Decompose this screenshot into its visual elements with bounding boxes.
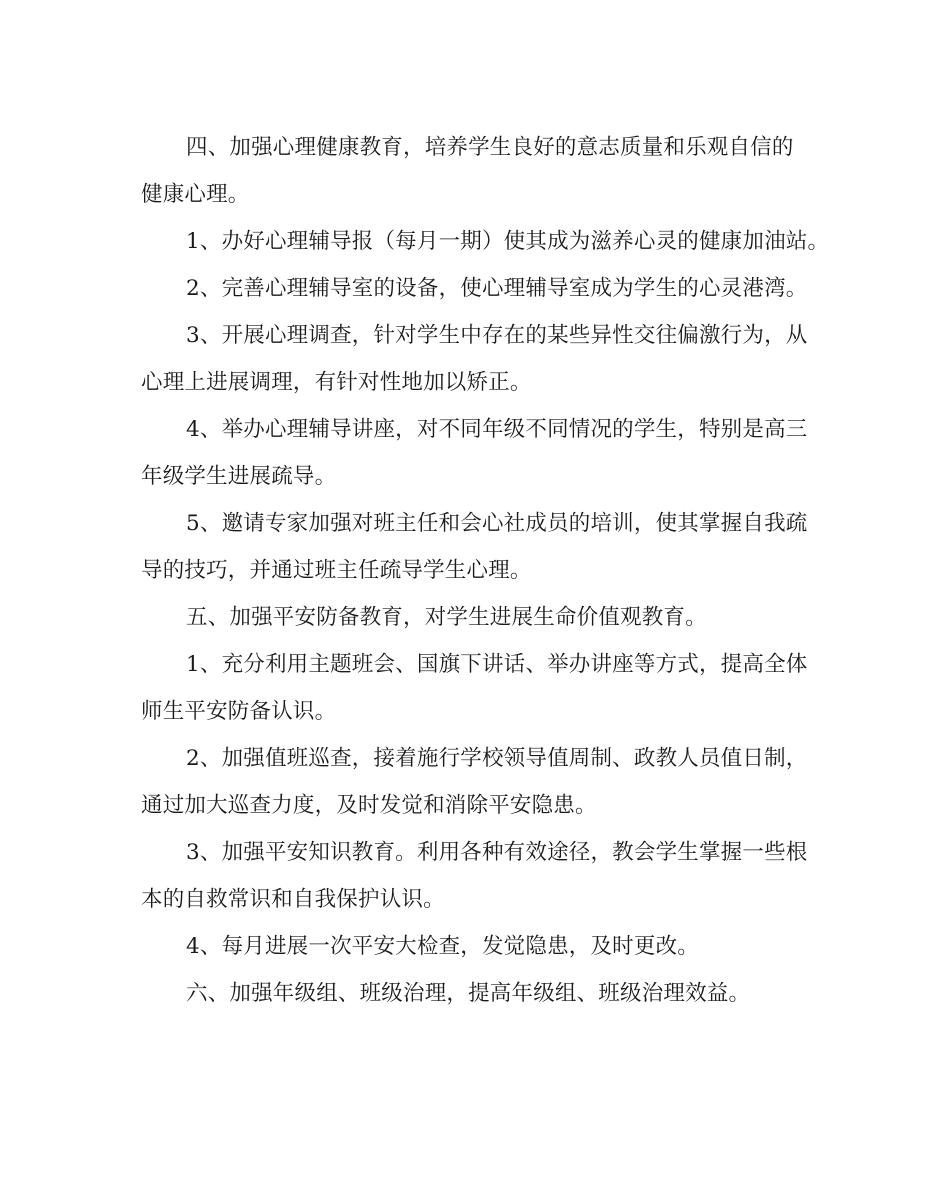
list-item-4-2: 2、完善心理辅导室的设备，使心理辅导室成为学生的心灵港湾。: [186, 276, 808, 301]
paragraph-line: 导的技巧，并通过班主任疏导学生心理。: [141, 558, 532, 583]
paragraph-line: 年级学生进展疏导。: [141, 464, 337, 489]
section-heading-4: 四、加强心理健康教育，培养学生良好的意志质量和乐观自信的: [186, 135, 794, 160]
list-item-4-5: 5、邀请专家加强对班主任和会心社成员的培训，使其掌握自我疏: [186, 511, 808, 536]
paragraph-line: 通过加大巡查力度，及时发觉和消除平安隐患。: [141, 793, 597, 818]
paragraph-line: 心理上进展调理，有针对性地加以矫正。: [141, 370, 532, 395]
list-item-4-4: 4、举办心理辅导讲座，对不同年级不同情况的学生，特别是高三: [186, 417, 808, 442]
list-item-4-1: 1、办好心理辅导报（每月一期）使其成为滋养心灵的健康加油站。: [186, 229, 830, 254]
paragraph-line: 健康心理。: [141, 182, 250, 207]
section-heading-5: 五、加强平安防备教育，对学生进展生命价值观教育。: [186, 605, 707, 630]
list-item-5-4: 4、每月进展一次平安大检查，发觉隐患，及时更改。: [186, 934, 699, 959]
list-item-5-1: 1、充分利用主题班会、国旗下讲话、举办讲座等方式，提高全体: [186, 652, 808, 677]
list-item-5-3: 3、加强平安知识教育。利用各种有效途径，教会学生掌握一些根: [186, 840, 808, 865]
list-item-5-2: 2、加强值班巡查，接着施行学校领导值周制、政教人员值日制，: [186, 746, 808, 771]
list-item-4-3: 3、开展心理调查，针对学生中存在的某些异性交往偏激行为，从: [186, 323, 808, 348]
paragraph-line: 本的自救常识和自我保护认识。: [141, 887, 445, 912]
document-body: [141, 124, 830, 1017]
section-heading-6: 六、加强年级组、班级治理，提高年级组、班级治理效益。: [186, 981, 751, 1006]
paragraph-line: 师生平安防备认识。: [141, 699, 337, 724]
